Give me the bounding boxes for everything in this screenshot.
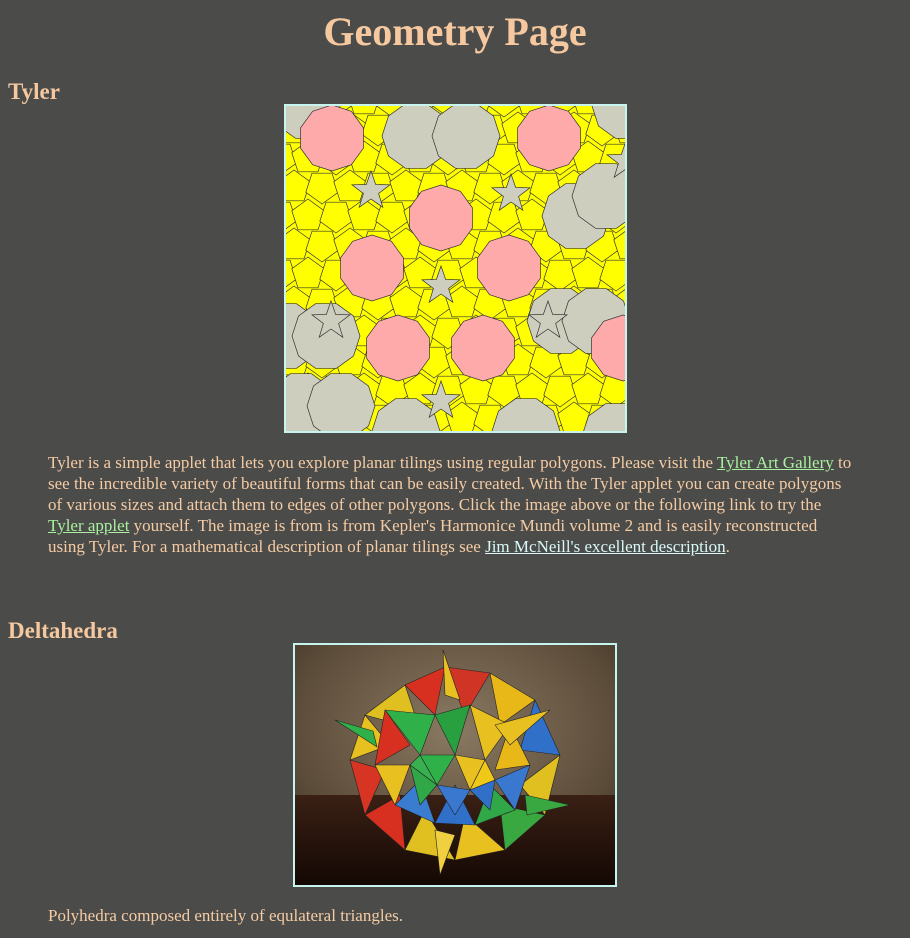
tyler-art-gallery-link[interactable]: Tyler Art Gallery — [716, 453, 834, 472]
page-title: Geometry Page — [323, 9, 587, 54]
tyler-applet-link[interactable]: Tyler applet — [48, 516, 130, 535]
tyler-tiling-image — [286, 106, 625, 431]
tyler-text-2: to see the incredible variety of beautiful forms that can be easily created. With the Tyler applet you can create polygons of various sizes and attach them to edges of other polygons. Click the image above or the following link to try the — [48, 453, 852, 514]
tyler-text-1: Tyler is a simple applet that lets you explore planar tilings using regular polygons. Please visit the — [48, 453, 717, 472]
section-heading-deltahedra: Deltahedra — [8, 618, 118, 643]
tyler-text-4: . — [725, 537, 730, 556]
deltahedra-model-picture — [295, 645, 615, 885]
tyler-description — [48, 452, 858, 557]
tyler-tiling-image-link[interactable] — [284, 104, 627, 433]
tyler-text-3: yourself. The image is from is from Kepler's Harmonice Mundi volume 2 and is easily reconstructed using Tyler. For a mathematical description of planar tilings see — [48, 516, 818, 556]
jim-mcneill-description-link[interactable]: Jim McNeill's excellent description — [485, 537, 726, 556]
section-heading-tyler: Tyler — [8, 79, 60, 104]
deltahedra-photo — [293, 643, 617, 887]
deltahedra-description: Polyhedra composed entirely of equlateral triangles. — [48, 906, 403, 925]
